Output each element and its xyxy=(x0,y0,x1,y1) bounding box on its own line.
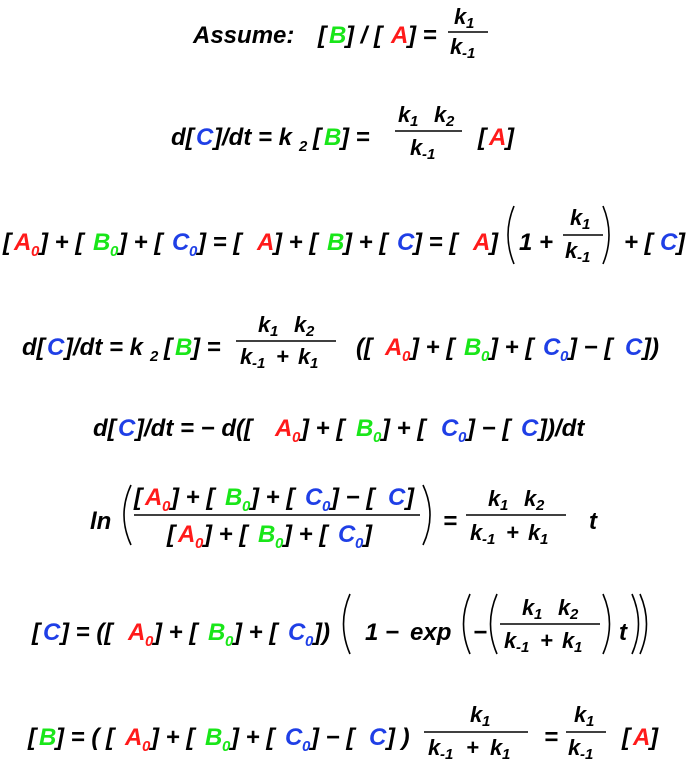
km1-symbol: k xyxy=(410,135,423,160)
zero-subscript: 0 xyxy=(560,348,569,365)
right-paren xyxy=(423,485,430,545)
operator-text: ] + [ xyxy=(490,334,534,361)
k1-symbol: k xyxy=(490,735,503,759)
zero-subscript: 0 xyxy=(162,498,171,515)
species-C0: C xyxy=(543,334,561,361)
assume-word: Assume: xyxy=(193,22,295,49)
left-paren xyxy=(344,594,351,654)
bracket-text: [ xyxy=(164,334,172,361)
operator-text: ] + [ xyxy=(234,619,278,646)
species-B0: B xyxy=(93,229,111,256)
zero-subscript: 0 xyxy=(145,633,154,650)
km1-symbol: k xyxy=(470,520,483,545)
operator-text: ] + [ xyxy=(151,724,195,751)
bracket-text: ] = xyxy=(408,22,437,49)
k1-subscript: 1 xyxy=(466,15,475,32)
bracket-text: ] xyxy=(364,521,372,548)
km1-symbol: k xyxy=(240,344,253,369)
k1-symbol: k xyxy=(258,312,271,337)
operator-text: ] − [ xyxy=(311,724,355,751)
operator-text: ] + [ xyxy=(301,415,345,442)
zero-subscript: 0 xyxy=(373,429,382,446)
species-B: B xyxy=(39,724,57,751)
right-paren xyxy=(603,206,609,264)
species-B0: B xyxy=(258,521,276,548)
km1-subscript: -1 xyxy=(482,531,496,548)
equation-6 xyxy=(90,484,598,552)
species-A: A xyxy=(633,724,651,751)
bracket-text: [ xyxy=(3,229,11,256)
k2-subscript: 2 xyxy=(536,497,545,514)
equation-2 xyxy=(171,102,515,163)
km1-subscript: -1 xyxy=(516,639,530,656)
bracket-text: ] xyxy=(650,724,658,751)
k1-symbol: k xyxy=(528,520,541,545)
dCdt-d: d[ xyxy=(22,334,45,361)
km1-symbol: k xyxy=(428,735,441,759)
species-C: C xyxy=(388,484,406,511)
left-paren xyxy=(508,206,514,264)
zero-subscript: 0 xyxy=(458,429,467,446)
equation-8 xyxy=(27,702,659,759)
k1-subscript: 1 xyxy=(410,113,419,130)
operator-text: = xyxy=(443,508,458,535)
operator-text: + [ xyxy=(624,229,653,256)
bracket-text: ] xyxy=(677,229,685,256)
operator-text: ])/dt xyxy=(539,415,585,442)
k1-subscript: 1 xyxy=(270,323,279,340)
bracket-text: ] xyxy=(506,124,514,151)
k1-subscript: 1 xyxy=(502,746,511,759)
operator-text: ] = xyxy=(192,334,221,361)
dCdt-rest: ]/dt = k xyxy=(214,124,293,151)
equation-7 xyxy=(31,594,647,656)
k1-subscript: 1 xyxy=(586,713,595,730)
zero-subscript: 0 xyxy=(222,738,231,755)
species-C: C xyxy=(397,229,415,256)
operator-text: ] = [ xyxy=(414,229,458,256)
species-C: C xyxy=(369,724,387,751)
right-paren xyxy=(603,594,610,654)
species-A0: A xyxy=(178,521,196,548)
dCdt-rest: ]/dt = k xyxy=(65,334,144,361)
species-B0: B xyxy=(205,724,223,751)
km1-subscript: -1 xyxy=(440,746,454,759)
species-C0: C xyxy=(172,229,190,256)
species-A: A xyxy=(257,229,275,256)
species-C0: C xyxy=(441,415,459,442)
zero-subscript: 0 xyxy=(242,498,251,515)
k2-subscript: 2 xyxy=(299,138,308,155)
operator-text: 1 + xyxy=(519,229,554,256)
species-C0: C xyxy=(288,619,306,646)
k1-subscript: 1 xyxy=(534,606,543,623)
km1-subscript: -1 xyxy=(422,146,436,163)
operator-text: ] = ( [ xyxy=(56,724,114,751)
k1-subscript: 1 xyxy=(540,531,549,548)
t-symbol: t xyxy=(619,619,627,646)
dCdt-d: d[ xyxy=(171,124,194,151)
bracket-text: [ xyxy=(28,724,36,751)
species-B0: B xyxy=(464,334,482,361)
k1-symbol: k xyxy=(454,4,467,29)
species-A: A xyxy=(489,124,507,151)
bracket-text: [ xyxy=(32,619,40,646)
k1-symbol: k xyxy=(562,628,575,653)
operator-text: ] + [ xyxy=(171,484,215,511)
bracket-text: [ xyxy=(134,484,142,511)
species-C: C xyxy=(521,415,539,442)
operator-text: ] + [ xyxy=(411,334,455,361)
operator-text: ]) xyxy=(314,619,330,646)
species-C: C xyxy=(196,124,214,151)
operator-text: 1 − xyxy=(365,619,400,646)
plus-text: + xyxy=(276,344,289,369)
k1-symbol: k xyxy=(470,702,483,727)
k2-symbol: k xyxy=(294,312,307,337)
right-paren xyxy=(640,594,647,654)
k2-symbol: k xyxy=(524,486,537,511)
zero-subscript: 0 xyxy=(302,738,311,755)
operator-text: ] + [ xyxy=(382,415,426,442)
equation-4 xyxy=(22,312,659,372)
k2-subscript: 2 xyxy=(150,348,159,365)
operator-text: − xyxy=(473,619,488,646)
zero-subscript: 0 xyxy=(402,348,411,365)
bracket-text: [ xyxy=(622,724,630,751)
operator-text: ] = [ xyxy=(198,229,242,256)
k1-subscript: 1 xyxy=(482,713,491,730)
k1-symbol: k xyxy=(574,702,587,727)
operator-text: ]/dt = − d([ xyxy=(136,415,252,442)
species-B: B xyxy=(327,229,345,256)
k1-subscript: 1 xyxy=(500,497,509,514)
left-paren xyxy=(491,594,498,654)
operator-text: ] + [ xyxy=(204,521,248,548)
operator-text: ([ xyxy=(356,334,372,361)
species-C: C xyxy=(43,619,61,646)
bracket-text: ] xyxy=(406,484,414,511)
km1-subscript: -1 xyxy=(580,746,594,759)
zero-subscript: 0 xyxy=(195,535,204,552)
k1-symbol: k xyxy=(522,595,535,620)
km1-subscript: -1 xyxy=(577,249,591,266)
operator-text: ] − [ xyxy=(569,334,613,361)
species-B0: B xyxy=(225,484,243,511)
plus-text: + xyxy=(540,628,553,653)
zero-subscript: 0 xyxy=(305,633,314,650)
species-A0: A xyxy=(275,415,293,442)
plus-text: + xyxy=(506,520,519,545)
k1-subscript: 1 xyxy=(310,355,319,372)
species-C: C xyxy=(47,334,65,361)
species-C: C xyxy=(660,229,678,256)
km1-subscript: -1 xyxy=(252,355,266,372)
k2-subscript: 2 xyxy=(306,323,315,340)
zero-subscript: 0 xyxy=(110,243,119,260)
exp-word: exp xyxy=(410,619,452,646)
dCdt-d: d[ xyxy=(93,415,116,442)
left-paren xyxy=(464,594,471,654)
operator-text: ] + [ xyxy=(40,229,84,256)
bracket-text: [ xyxy=(318,22,326,49)
zero-subscript: 0 xyxy=(275,535,284,552)
zero-subscript: 0 xyxy=(322,498,331,515)
species-A: A xyxy=(473,229,491,256)
species-C: C xyxy=(625,334,643,361)
operator-text: ] + [ xyxy=(284,521,328,548)
equation-5 xyxy=(93,415,585,446)
operator-text: ] = ([ xyxy=(61,619,113,646)
operator-text: ] + [ xyxy=(119,229,163,256)
operator-text: ] − [ xyxy=(467,415,511,442)
operator-text: ] + [ xyxy=(344,229,388,256)
species-C0: C xyxy=(285,724,303,751)
operator-text: ] − [ xyxy=(331,484,375,511)
operator-text: ]) xyxy=(643,334,659,361)
zero-subscript: 0 xyxy=(225,633,234,650)
species-B0: B xyxy=(208,619,226,646)
k1-symbol: k xyxy=(570,205,583,230)
km1-symbol: k xyxy=(565,238,578,263)
species-C: C xyxy=(118,415,136,442)
species-A: A xyxy=(391,22,409,49)
left-paren xyxy=(124,485,131,545)
operator-text: ] + [ xyxy=(231,724,275,751)
operator-text: = xyxy=(544,724,559,751)
equation-1 xyxy=(192,4,488,62)
bracket-text: ] xyxy=(490,229,498,256)
species-B: B xyxy=(329,22,347,49)
k2-subscript: 2 xyxy=(446,113,455,130)
ln-word: ln xyxy=(90,508,112,535)
k1-symbol: k xyxy=(298,344,311,369)
species-B: B xyxy=(175,334,193,361)
k1-subscript: 1 xyxy=(582,216,591,233)
species-C0: C xyxy=(305,484,323,511)
operator-text: ] + [ xyxy=(154,619,198,646)
bracket-text: [ xyxy=(478,124,486,151)
zero-subscript: 0 xyxy=(355,535,364,552)
operator-text: ] ) xyxy=(387,724,410,751)
species-B: B xyxy=(324,124,342,151)
k1-symbol: k xyxy=(488,486,501,511)
zero-subscript: 0 xyxy=(292,429,301,446)
zero-subscript: 0 xyxy=(481,348,490,365)
bracket-text: [ xyxy=(167,521,175,548)
k2-symbol: k xyxy=(558,595,571,620)
k1-subscript: 1 xyxy=(574,639,583,656)
km1-subscript: -1 xyxy=(462,45,476,62)
zero-subscript: 0 xyxy=(142,738,151,755)
km1-symbol: k xyxy=(568,735,581,759)
species-C0: C xyxy=(338,521,356,548)
km1-symbol: k xyxy=(450,34,463,59)
right-paren xyxy=(632,594,639,654)
plus-text: + xyxy=(466,735,479,759)
zero-subscript: 0 xyxy=(31,243,40,260)
k2-symbol: k xyxy=(434,102,447,127)
k2-subscript: 2 xyxy=(570,606,579,623)
bracket-text: ] / [ xyxy=(346,22,382,49)
k1-symbol: k xyxy=(398,102,411,127)
species-A0: A xyxy=(385,334,403,361)
species-A0: A xyxy=(14,229,32,256)
species-A0: A xyxy=(125,724,143,751)
bracket-text: [ xyxy=(313,124,321,151)
equation-3 xyxy=(2,205,686,266)
operator-text: ] + [ xyxy=(251,484,295,511)
km1-symbol: k xyxy=(504,628,517,653)
zero-subscript: 0 xyxy=(189,243,198,260)
species-A0: A xyxy=(145,484,163,511)
operator-text: ] + [ xyxy=(274,229,318,256)
species-B0: B xyxy=(356,415,374,442)
bracket-text: ] = xyxy=(341,124,370,151)
t-symbol: t xyxy=(589,508,597,535)
species-A0: A xyxy=(128,619,146,646)
